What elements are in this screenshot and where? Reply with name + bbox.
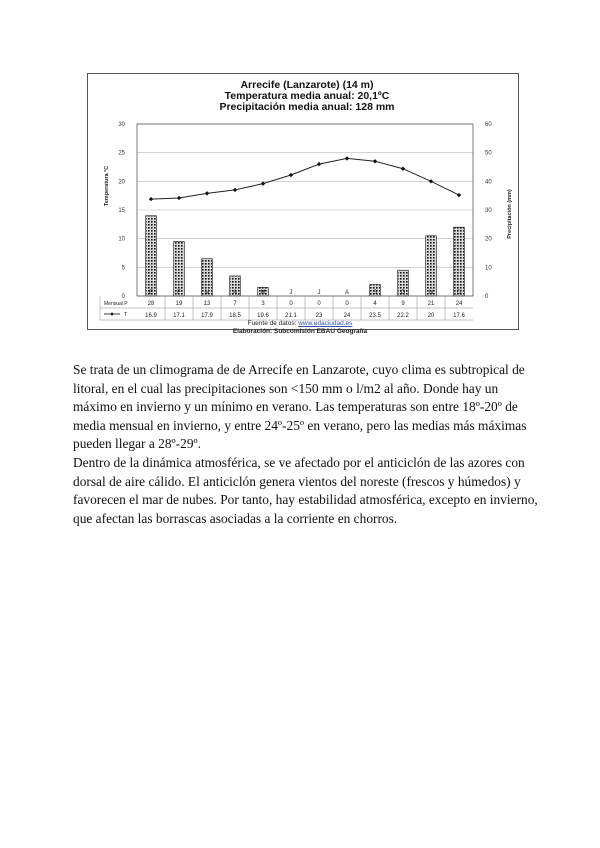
y-axis-left-label: Temperatura ºC [104,165,110,207]
x-tick-label: D [456,290,462,296]
table-cell-temp: 20 [427,313,435,319]
chart-subtitle-temperature: Temperatura media anual: 20,1ºC [224,90,390,102]
table-cell-temp: 21.1 [285,313,297,319]
table-cell-precip: 4 [373,301,377,307]
y-tick-right: 0 [485,294,489,300]
temperature-point [401,167,405,171]
x-tick-label: N [428,290,434,296]
chart-title: Arrecife (Lanzarote) (14 m) [240,79,374,91]
x-tick-label: F [177,290,181,296]
table-cell-precip: 21 [427,301,435,307]
paragraph-1: Se trata de un climograma de de Arrecife en Lanzarote, cuyo clima es subtropical de litoral, en el cual las precipitaciones son <150 mm o l/m2 al año. Donde hay un máximo en invierno y un mínimo en verano. Las temperaturas son entre 18º-20º de media mensual en invierno, y entre 24º-25º en verano, pero las medias más máximas pueden llegar a 28º-29º. [73,362,527,452]
y-tick-left: 20 [118,179,125,186]
climate-chart-svg [88,74,518,329]
table-cell-precip: 13 [203,301,211,307]
table-cell-temp: 23 [315,313,323,319]
precipitation-bar [174,242,185,296]
table-cell-precip: 0 [345,301,349,307]
x-tick-label: M [204,290,210,296]
temperature-point [457,193,461,197]
table-cell-temp: 16.9 [145,313,157,319]
y-tick-left: 30 [118,122,125,128]
table-cell-precip: 0 [317,301,321,307]
table-cell-precip: 0 [289,301,293,307]
y-tick-left: 15 [118,208,125,214]
temperature-point [429,179,433,183]
precipitation-bar [146,216,157,296]
table-cell-temp: 23.5 [369,313,381,319]
table-cell-precip: 28 [147,301,155,307]
x-tick-label: A [344,290,350,296]
table-cell-temp: 17.1 [173,313,185,319]
temperature-line [151,158,459,199]
y-tick-right: 40 [485,179,492,186]
y-tick-right: 30 [485,208,492,214]
grid-layer [137,124,473,296]
data-table [100,296,473,320]
chart-source [0,320,600,336]
table-row-label-precip: Mensual P [104,301,128,307]
climate-chart [87,73,519,330]
table-cell-temp: 17.6 [453,313,465,319]
y-tick-right: 10 [485,265,492,272]
table-cell-temp: 19.6 [257,313,269,319]
x-tick-label: E [148,290,154,296]
x-tick-label: M [260,290,266,296]
y-tick-right: 50 [485,150,492,157]
y-tick-left: 5 [121,265,125,272]
table-cell-precip: 24 [455,301,463,307]
table-cell-temp: 17.9 [201,313,213,319]
temperature-point [289,173,293,177]
table-row-label-temp: T [124,312,128,318]
y-tick-left: 25 [118,150,125,157]
temperature-point [233,188,237,192]
temperature-point [205,191,209,195]
precipitation-bar [426,236,437,296]
x-tick-label: A [232,290,238,296]
table-cell-temp: 24 [343,313,351,319]
source-credit: Elaboración: Subcomisión EBAU Geografía [232,328,368,335]
body-text [73,361,543,528]
legend-temp-marker [110,312,113,315]
table-cell-precip: 3 [261,301,265,307]
y-tick-left: 10 [118,236,125,243]
table-cell-temp: 22.2 [397,313,409,319]
temperature-point [317,162,321,166]
precipitation-bar [454,227,465,296]
chart-subtitle-precipitation: Precipitación media anual: 128 mm [219,101,395,113]
precipitation-bars [146,216,465,296]
y-tick-right: 20 [485,236,492,243]
table-cell-temp: 18.5 [229,313,241,319]
source-link[interactable]: www.edaciudad.es [298,320,353,327]
table-cell-precip: 19 [175,301,183,307]
x-tick-label: O [400,290,406,296]
temperature-point [261,181,265,185]
temperature-point [345,156,349,160]
x-tick-label: J [317,290,321,296]
temperature-point [177,196,181,200]
paragraph-2: Dentro de la dinámica atmosférica, se ve afectado por el anticiclón de las azores con dorsal de aire cálido. El anticiclón genera vientos del noreste (frescos y húmedos) y favorecen el mar de nubes. Por tanto, hay estabilidad atmosférica, excepto en invierno, que afectan las borrascas asociadas a la corriente en chorros. [73,454,538,526]
temperature-point [373,159,377,163]
table-cell-precip: 7 [233,301,237,307]
source-prefix: Fuente de datos: [247,320,297,327]
temperature-line-group [149,156,461,201]
temperature-point [149,197,153,201]
y-tick-left: 0 [121,294,125,300]
y-axis-right-label: Precipitación (mm) [507,189,513,239]
table-cell-precip: 9 [401,301,405,307]
x-tick-label: J [289,290,293,296]
x-tick-label: S [372,290,378,296]
source-line [0,320,600,328]
y-tick-right: 60 [485,122,492,128]
